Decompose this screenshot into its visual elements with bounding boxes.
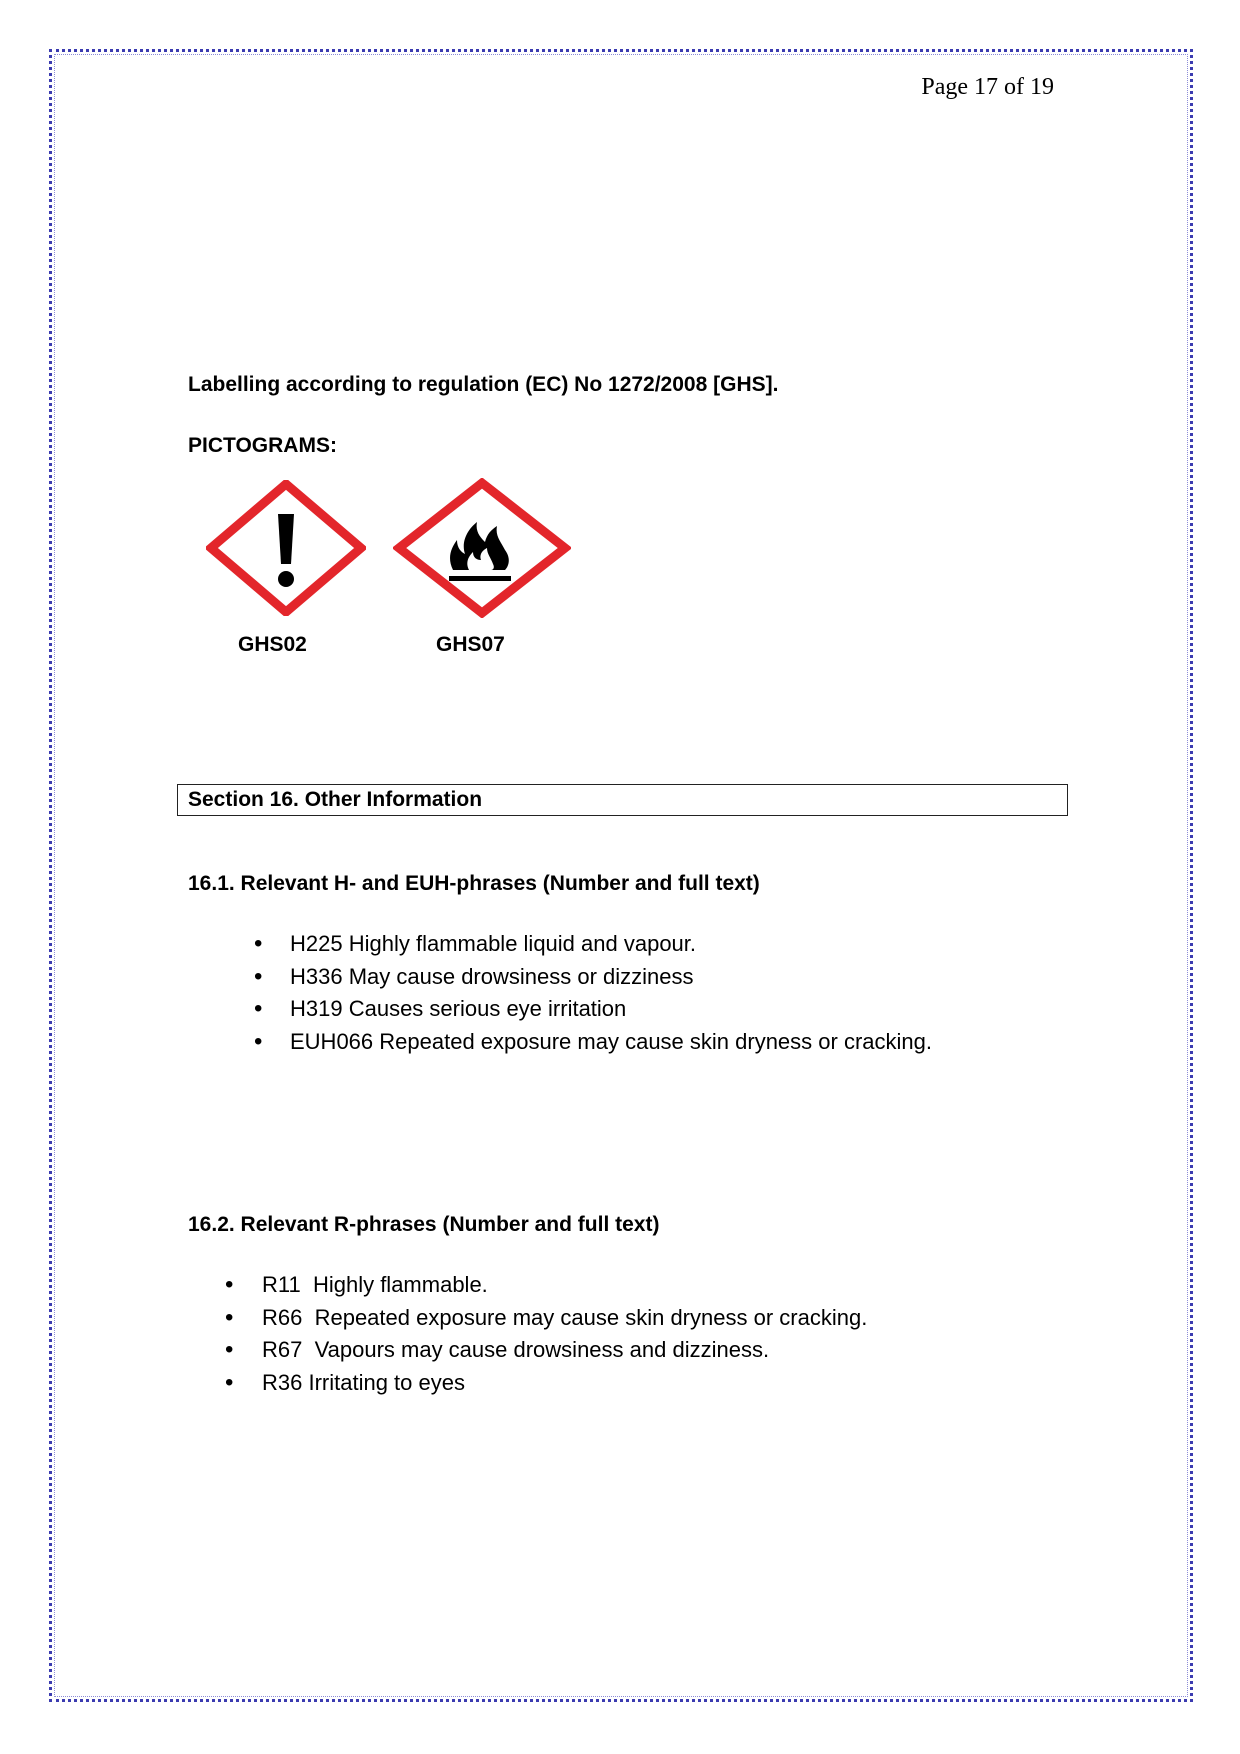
list-item: • EUH066 Repeated exposure may cause skin dryness or cracking. [254, 1027, 932, 1055]
section-16-title-box [177, 784, 1068, 816]
list-item: • H225 Highly flammable liquid and vapour. [254, 930, 697, 957]
r-phrases-heading: 16.2. Relevant R-phrases (Number and full text) [188, 1213, 660, 1236]
pictogram-label-ghs07: GHS07 [436, 633, 505, 656]
list-item: • R36 Irritating to eyes [225, 1368, 465, 1396]
page-number: Page 17 of 19 [921, 74, 1054, 100]
exclamation-mark-icon [206, 480, 366, 616]
pictograms-heading: PICTOGRAMS: [188, 434, 337, 457]
section-16-title: Section 16. Other Information [188, 788, 483, 811]
list-item: • H336 May cause drowsiness or dizziness [254, 962, 694, 990]
list-item: • R11 Highly flammable. [225, 1271, 488, 1298]
flame-icon [393, 478, 571, 618]
pictogram-label-ghs02: GHS02 [238, 633, 307, 656]
list-item: • R67 Vapours may cause drowsiness and dizziness. [225, 1336, 770, 1363]
h-phrases-list [254, 928, 932, 1058]
list-item: • H319 Causes serious eye irritation [254, 995, 627, 1022]
list-item: • R66 Repeated exposure may cause skin dryness or cracking. [225, 1303, 868, 1331]
labelling-heading: Labelling according to regulation (EC) No 1272/2008 [GHS]. [188, 373, 779, 396]
h-phrases-heading: 16.1. Relevant H- and EUH-phrases (Number and full text) [188, 872, 760, 895]
r-phrases-list [225, 1269, 868, 1399]
